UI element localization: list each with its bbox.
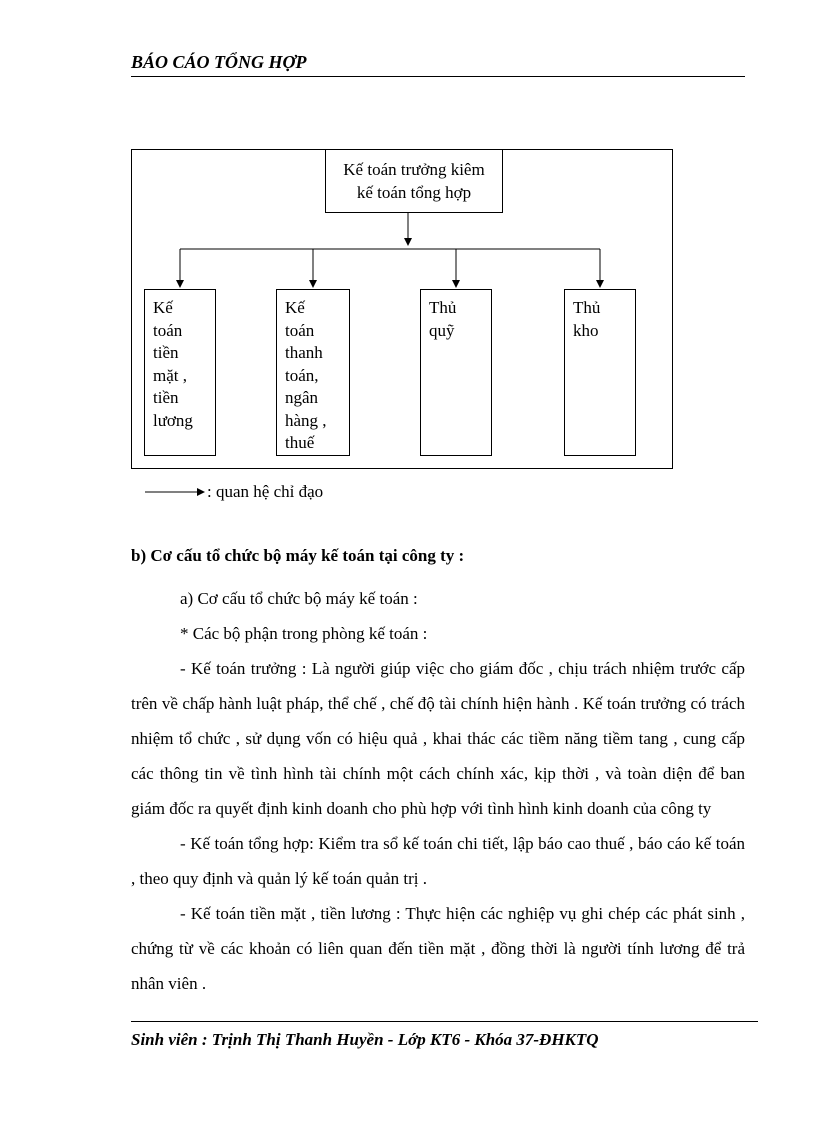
section-heading: b) Cơ cấu tổ chức bộ máy kế toán tại công ty :	[131, 546, 465, 565]
chief-accountant-line-2: kế toán tổng hợp	[356, 183, 472, 202]
paragraph-general-accountant: - Kế toán tổng hợp: Kiểm tra sổ kế toán chi tiết, lập báo cao thuế , báo cáo kế toán , theo quy định và quản lý kế toán quản trị .	[131, 834, 745, 888]
box-warehouse-keeper: Thủ kho	[564, 289, 636, 456]
page-footer-text: Sinh viên : Trịnh Thị Thanh Huyền - Lớp KT6 - Khóa 37-ĐHKTQ	[131, 1030, 599, 1049]
document-body	[131, 546, 745, 1001]
box-cash-salary-accountant: Kế toán tiền mặt , tiền lương	[144, 289, 216, 456]
chief-accountant-box	[325, 149, 503, 213]
box-payment-bank-tax-accountant: Kế toán thanh toán, ngân hàng , thuế	[276, 289, 350, 456]
legend-label: : quan hệ chỉ đạo	[207, 482, 324, 501]
sub-heading: a) Cơ cấu tổ chức bộ máy kế toán :	[180, 589, 418, 608]
paragraph-chief-accountant: - Kế toán trưởng : Là người giúp việc cho giám đốc , chịu trách nhiệm trước cấp trên về chấp hành luật pháp, thể chế , chế độ tài chính hiện hành . Kế toán trưởng có trách nhiệm tổ chức , sử dụng vốn có hiệu quả , khai thác các tiềm năng tiềm tang , cung cấp các thông tin về tình hình tài chính một cách chính xác, kịp thời , và toàn diện để ban giám đốc ra quyết định kinh doanh cho phù hợp với tình hình kinh doanh của công ty	[131, 659, 745, 818]
box-treasurer: Thủ quỹ	[420, 289, 492, 456]
chief-accountant-line-1: Kế toán trưởng kiêm	[343, 160, 485, 179]
list-heading: * Các bộ phận trong phòng kế toán :	[180, 624, 428, 643]
footer-divider	[131, 1021, 758, 1022]
page-header-title: BÁO CÁO TỔNG HỢP	[131, 52, 307, 72]
paragraph-cash-salary-accountant: - Kế toán tiền mặt , tiền lương : Thực hiện các nghiệp vụ ghi chép các phát sinh , chứng từ về các khoản có liên quan đến tiền mặt , đồng thời là người tính lương để trả nhân viên .	[131, 904, 745, 993]
